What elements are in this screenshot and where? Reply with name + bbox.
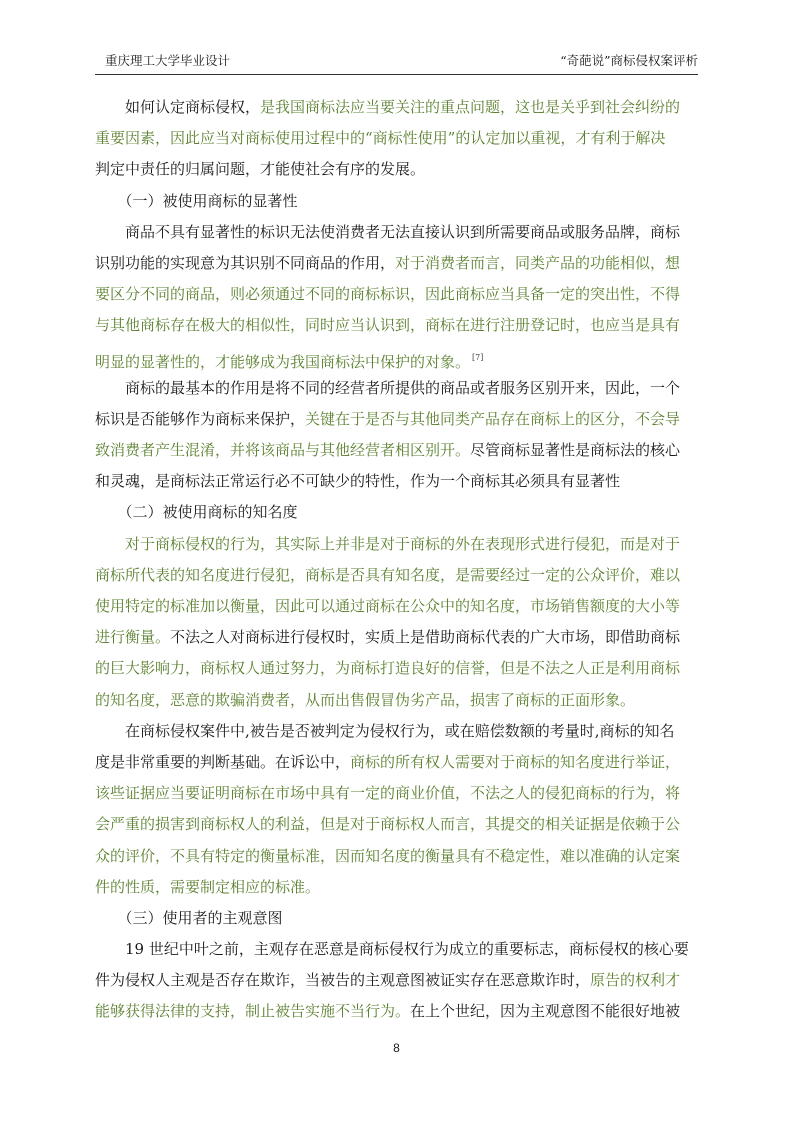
text-run: 尽管商标显著性是商标法的核心 <box>470 441 681 460</box>
text-run: （一）被使用商标的显著性 <box>95 191 298 210</box>
text-run: 判定中责任的归属问题，才能使社会有序的发展。 <box>95 160 426 179</box>
text-line <box>95 716 735 747</box>
text-run: 致消费者产生混淆，并将该商品与其他经营者相区别开。 <box>95 441 471 460</box>
text-run: 会严重的损害到商标权人的利益，但是对于商标权人而言，其提交的相关证据是依赖于公 <box>95 815 681 834</box>
text-line <box>95 497 735 528</box>
text-line <box>95 622 735 653</box>
text-run: 如何认定商标侵权， <box>95 98 261 116</box>
text-line <box>95 934 735 965</box>
text-line <box>95 435 735 466</box>
text-line <box>95 186 735 217</box>
text-line <box>95 591 735 622</box>
text-run: 对于商标侵权的行为，其实际上并非是对于商标的外在表现形式进行侵犯，而是对于 <box>95 534 681 553</box>
text-run: 要区分不同的商品，则必须通过不同的商标标识，因此商标应当具备一定的突出性，不得 <box>95 285 681 304</box>
text-line <box>95 279 735 310</box>
text-run: （三）使用者的主观意图 <box>95 908 283 927</box>
text-run: 进行衡量。 <box>95 628 171 647</box>
text-run: 不法之人对商标进行侵权时，实质上是借助商标代表的广大市场，即借助商标 <box>170 628 681 647</box>
text-run: 度是非常重要的判断基础。在诉讼中， <box>95 752 351 771</box>
text-line <box>95 996 735 1027</box>
text-run: 和灵魂，是商标法正常运行必不可缺少的特性，作为一个商标其必须具有显著性 <box>95 472 621 491</box>
text-run: 商品不具有显著性的标识无法使消费者无法直接认识到所需要商品或服务品牌，商标 <box>95 222 681 241</box>
text-run: 的巨大影响力，商标权人通过努力，为商标打造良好的信誉，但是不法之人正是利用商标 <box>95 659 681 678</box>
text-line <box>95 217 735 248</box>
text-run: 能够获得法律的支持，制止被告实施不当行为。 <box>95 1002 411 1021</box>
text-run: 在商标侵权案件中,被告是否被判定为侵权行为，或在赔偿数额的考量时,商标的知名 <box>95 721 675 740</box>
text-run: 19 世纪中叶之前，主观存在恶意是商标侵权行为成立的重要标志，商标侵权的核心要 <box>95 940 689 959</box>
citation-ref: [7] <box>472 352 484 362</box>
text-line <box>95 529 735 560</box>
text-run: 与其他商标存在极大的相似性，同时应当认识到，商标在进行注册登记时，也应当是具有 <box>95 316 681 335</box>
text-run: 众的评价，不具有特定的衡量标准，因而知名度的衡量具有不稳定性，难以准确的认定案 <box>95 846 681 865</box>
text-line <box>95 404 735 435</box>
text-run: 件的性质，需要制定相应的标准。 <box>95 877 321 896</box>
text-line <box>95 310 735 341</box>
text-run: 对于消费者而言，同类产品的功能相似，想 <box>395 253 681 272</box>
text-line <box>95 903 735 934</box>
text-run: 使用特定的标准加以衡量，因此可以通过商标在公众中的知名度，市场销售额度的大小等 <box>95 597 681 615</box>
text-run: 关键在于是否与其他同类产品存在商标上的区分，不会导 <box>305 409 681 428</box>
text-run: 该些证据应当要证明商标在市场中具有一定的商业价值，不法之人的侵犯商标的行为，将 <box>95 784 681 803</box>
text-line <box>95 872 735 903</box>
text-run: 识别功能的实现意为其识别不同商品的作用， <box>95 253 396 272</box>
text-run: 的知名度，恶意的欺骗消费者，从而出售假冒伪劣产品，损害了商标的正面形象。 <box>95 690 636 709</box>
body-text <box>95 92 735 1028</box>
text-line <box>95 373 735 404</box>
text-run: 商标的所有权人需要对于商标的知名度进行举证， <box>350 752 681 771</box>
text-run: 商标所代表的知名度进行侵犯，商标是否具有知名度，是需要经过一定的公众评价，难以 <box>95 565 681 584</box>
text-line <box>95 560 735 591</box>
text-run: 标识是否能够作为商标来保护， <box>95 409 306 428</box>
text-line <box>95 965 735 996</box>
text-run: 原告的权利才 <box>590 971 681 990</box>
header-title: “奇葩说”商标侵权案评析 <box>560 53 698 68</box>
text-line <box>95 747 735 778</box>
text-run: （二）被使用商标的知名度 <box>95 503 298 522</box>
text-line <box>95 778 735 809</box>
text-run: 明显的显著性的，才能够成为我国商标法中保护的对象。 <box>95 352 471 371</box>
header-university: 重庆理工大学毕业设计 <box>105 53 231 68</box>
page-header <box>95 52 698 75</box>
text-run: 是我国商标法应当要关注的重点问题，这也是关乎到社会纠纷的 <box>260 98 681 116</box>
text-line <box>95 342 735 373</box>
text-line <box>95 154 735 185</box>
text-line <box>95 248 735 279</box>
text-run: 在上个世纪，因为主观意图不能很好地被 <box>410 1002 681 1021</box>
text-run: 重要因素，因此应当对商标使用过程中的“商标性使用”的认定加以重视，才有利于解决 <box>95 129 666 148</box>
text-line <box>95 685 735 716</box>
page-number: 8 <box>393 1041 400 1055</box>
text-line <box>95 466 735 497</box>
text-line <box>95 809 735 840</box>
text-run: 商标的最基本的作用是将不同的经营者所提供的商品或者服务区别开来，因此，一个 <box>95 378 681 397</box>
text-line <box>95 92 735 123</box>
text-line <box>95 653 735 684</box>
text-run: 件为侵权人主观是否存在欺诈，当被告的主观意图被证实存在恶意欺诈时， <box>95 971 591 990</box>
text-line <box>95 841 735 872</box>
text-line <box>95 123 735 154</box>
